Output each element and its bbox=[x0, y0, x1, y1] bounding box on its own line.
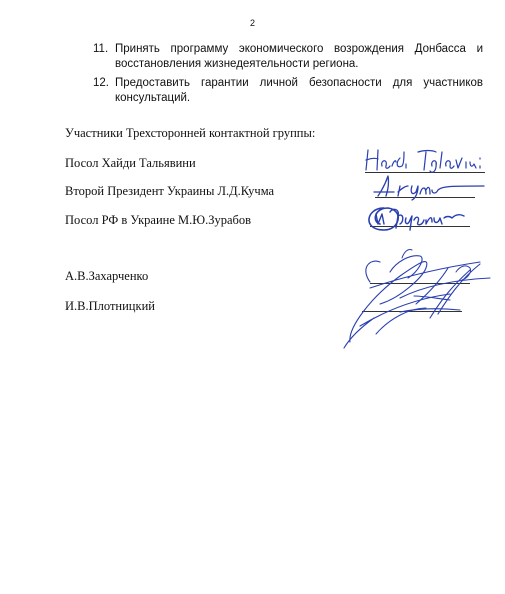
signatory-name-plotnitsky: И.В.Плотницкий bbox=[65, 299, 155, 313]
numbered-list bbox=[93, 42, 483, 110]
list-item-number: 12. bbox=[93, 77, 109, 89]
list-item-line: восстановления жизнедеятельности региона. bbox=[115, 58, 359, 70]
signatory-name-tagliavini: Посол Хайди Тальявини bbox=[65, 156, 196, 170]
list-item-line: Принять программу экономического возрождения Донбасса и bbox=[115, 43, 483, 55]
participants-heading: Участники Трехсторонней контактной группы: bbox=[65, 126, 316, 140]
signature-kuchma bbox=[372, 172, 487, 200]
signature-zurabov bbox=[360, 202, 475, 234]
signatory-name-kuchma: Второй Президент Украины Л.Д.Кучма bbox=[65, 184, 275, 198]
list-item bbox=[93, 42, 483, 72]
signature-scrawl bbox=[330, 238, 500, 350]
page-number: 2 bbox=[249, 18, 255, 28]
list-item-line: Предоставить гарантии личной безопасности для участников bbox=[115, 77, 483, 89]
signatory-name-zakharchenko: А.В.Захарченко bbox=[65, 269, 149, 283]
list-item bbox=[93, 76, 483, 106]
signatory-name-zurabov: Посол РФ в Украине М.Ю.Зурабов bbox=[65, 213, 252, 227]
list-item-number: 11. bbox=[93, 43, 109, 55]
list-item-line: консультаций. bbox=[115, 92, 191, 104]
